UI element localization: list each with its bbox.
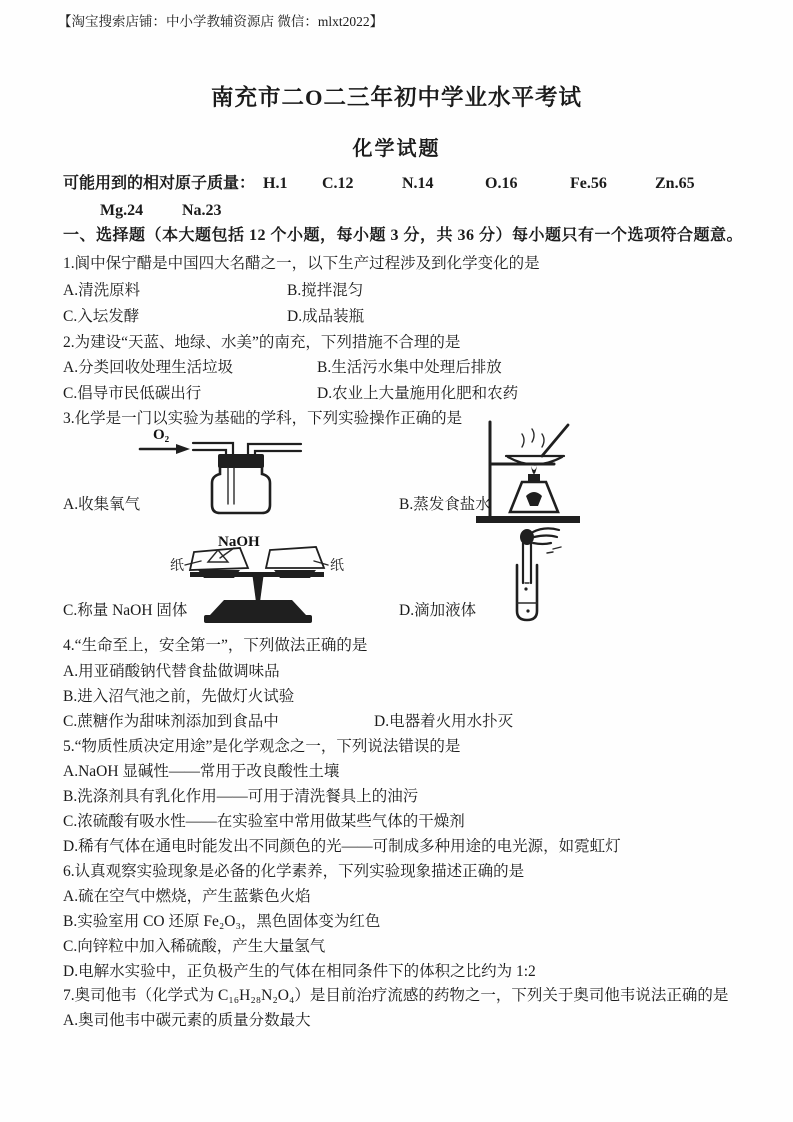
question-6-option-b: B.实验室用 CO 还原 Fe₂O₃，黑色固体变为红色 xyxy=(63,913,381,930)
atomic-mass-zn: Zn.65 xyxy=(655,175,695,192)
question-1-option-c: C.入坛发酵 xyxy=(63,308,140,325)
question-5-option-d: D.稀有气体在通电时能发出不同颜色的光——可制成多种用途的电光源，如霓虹灯 xyxy=(63,838,621,855)
shop-banner: 【淘宝搜索店铺：中小学教辅资源店 微信：mlxt2022】 xyxy=(58,14,384,29)
question-5-option-a: A.NaOH 显碱性——常用于改良酸性土壤 xyxy=(63,763,340,780)
question-6-option-c: C.向锌粒中加入稀硫酸，产生大量氢气 xyxy=(63,938,326,955)
question-1-stem: 1.阆中保宁醋是中国四大名醋之一，以下生产过程涉及到化学变化的是 xyxy=(63,255,540,272)
atomic-mass-c: C.12 xyxy=(322,175,354,192)
atomic-masses-label: 可能用到的相对原子质量： xyxy=(63,175,256,192)
question-4-option-a: A.用亚硝酸钠代替食盐做调味品 xyxy=(63,663,280,680)
diagram-dropping-liquid xyxy=(487,527,565,627)
dropper-testtube-icon xyxy=(487,527,565,627)
question-2-option-a: A.分类回收处理生活垃圾 xyxy=(63,359,234,376)
question-1-option-b: B.搅拌混匀 xyxy=(287,282,364,299)
question-2-option-b: B.生活污水集中处理后排放 xyxy=(317,359,502,376)
question-3-option-d: D.滴加液体 xyxy=(399,602,477,619)
question-4-stem: 4.“生命至上，安全第一”，下列做法正确的是 xyxy=(63,637,368,654)
diagram-weighing-naoh xyxy=(168,532,346,628)
page-subtitle: 化学试题 xyxy=(352,138,441,160)
question-2-stem: 2.为建设“天蓝、地绿、水美”的南充，下列措施不合理的是 xyxy=(63,334,461,351)
gas-arrow-icon xyxy=(176,444,190,454)
question-6-option-a: A.硫在空气中燃烧，产生蓝紫色火焰 xyxy=(63,888,311,905)
question-5-option-b: B.洗涤剂具有乳化作用——可用于清洗餐具上的油污 xyxy=(63,788,419,805)
question-3-option-c: C.称量 NaOH 固体 xyxy=(63,602,188,619)
question-6-stem: 6.认真观察实验现象是必备的化学素养，下列实验现象描述正确的是 xyxy=(63,863,525,880)
question-3-option-a: A.收集氧气 xyxy=(63,496,141,513)
naoh-label: NaOH xyxy=(218,534,260,550)
question-4-option-b: B.进入沼气池之前，先做灯火试验 xyxy=(63,688,295,705)
question-2-option-d: D.农业上大量施用化肥和农药 xyxy=(317,385,519,402)
question-1-option-d: D.成品装瓶 xyxy=(287,308,365,325)
question-5-stem: 5.“物质性质决定用途”是化学观念之一，下列说法错误的是 xyxy=(63,738,461,755)
diagram-oxygen-collection xyxy=(135,424,303,516)
atomic-mass-o: O.16 xyxy=(485,175,518,192)
page-title: 南充市二O二三年初中学业水平考试 xyxy=(210,85,582,110)
atomic-mass-mg: Mg.24 xyxy=(100,202,144,219)
question-7-stem: 7.奥司他韦（化学式为 C₁₆H₂₈N₂O₄）是目前治疗流感的药物之一，下列关于奥司他韦说法正确的是 xyxy=(63,987,729,1004)
question-3-stem: 3.化学是一门以实验为基础的学科，下列实验操作正确的是 xyxy=(63,410,463,427)
atomic-mass-na: Na.23 xyxy=(182,202,222,219)
gas-bottle-icon xyxy=(135,424,303,516)
question-7-option-a: A.奥司他韦中碳元素的质量分数最大 xyxy=(63,1012,311,1029)
section-1-heading: 一、选择题（本大题包括 12 个小题，每小题 3 分，共 36 分）每小题只有一个选项符合题意。 xyxy=(63,227,744,244)
question-4-option-d: D.电器着火用水扑灭 xyxy=(374,713,514,730)
question-5-option-c: C.浓硫酸有吸水性——在实验室中常用做某些气体的干燥剂 xyxy=(63,813,465,830)
atomic-mass-h: H.1 xyxy=(263,175,288,192)
question-3-option-b: B.蒸发食盐水 xyxy=(399,496,491,513)
paper-label-left: 纸 xyxy=(170,559,184,574)
balance-icon xyxy=(168,532,346,628)
o2-label: O₂ xyxy=(153,427,170,443)
question-1-option-a: A.清洗原料 xyxy=(63,282,141,299)
question-2-option-c: C.倡导市民低碳出行 xyxy=(63,385,202,402)
paper-label-right: 纸 xyxy=(330,559,344,574)
question-4-option-c: C.蔗糖作为甜味剂添加到食品中 xyxy=(63,713,279,730)
question-6-option-d: D.电解水实验中，正负极产生的气体在相同条件下的体积之比约为 1:2 xyxy=(63,963,536,980)
atomic-mass-n: N.14 xyxy=(402,175,434,192)
atomic-mass-fe: Fe.56 xyxy=(570,175,607,192)
